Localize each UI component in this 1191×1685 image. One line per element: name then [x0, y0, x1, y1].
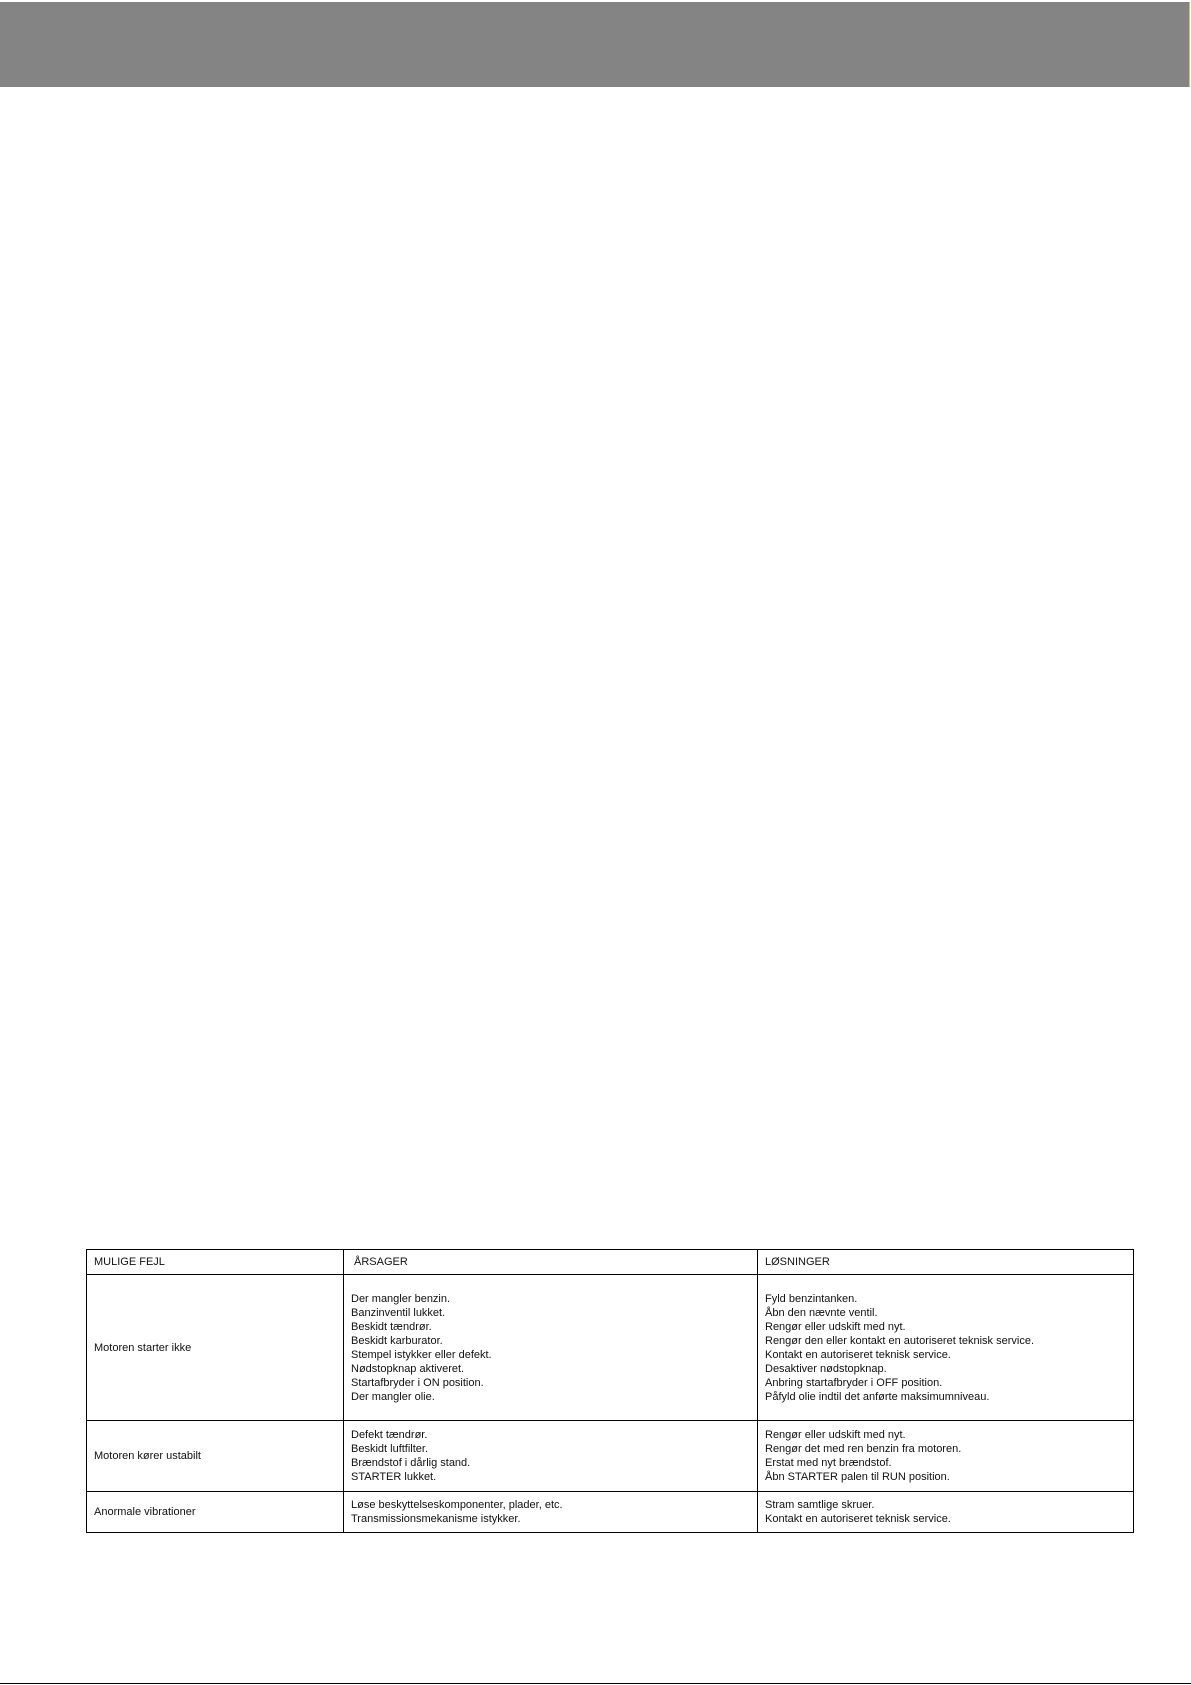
- solution-line: Kontakt en autoriseret teknisk service.: [765, 1513, 951, 1525]
- fault-cell: Motoren starter ikke: [87, 1275, 344, 1421]
- bottom-rule: [0, 1683, 1191, 1684]
- cause-line: Nødstopknap aktiveret.: [351, 1362, 465, 1375]
- header-possible-faults: MULIGE FEJL: [87, 1250, 344, 1275]
- cause-line: Beskidt luftfilter.: [351, 1443, 429, 1455]
- causes-cell: [344, 1492, 758, 1533]
- cause-line: Beskidt karburator.: [351, 1334, 443, 1347]
- solutions-cell: [758, 1421, 1134, 1492]
- solution-line: Åbn STARTER palen til RUN position.: [765, 1471, 950, 1483]
- header-causes: ÅRSAGER: [344, 1250, 758, 1275]
- cause-line: Banzinventil lukket.: [351, 1306, 446, 1319]
- solution-line: Åbn den nævnte ventil.: [765, 1306, 878, 1319]
- causes-cell: [344, 1421, 758, 1492]
- cause-line: Der mangler benzin.: [351, 1292, 451, 1305]
- cause-line: STARTER lukket.: [351, 1471, 437, 1483]
- solution-line: Fyld benzintanken.: [765, 1292, 858, 1305]
- causes-cell: [344, 1275, 758, 1421]
- table-row: [87, 1421, 1134, 1492]
- solution-line: Anbring startafbryder i OFF position.: [765, 1376, 943, 1389]
- solution-line: Stram samtlige skruer.: [765, 1499, 875, 1511]
- solution-line: Rengør det med ren benzin fra motoren.: [765, 1443, 962, 1455]
- fault-cell: Anormale vibrationer: [87, 1492, 344, 1533]
- solution-line: Rengør eller udskift med nyt.: [765, 1320, 906, 1333]
- solution-line: Kontakt en autoriseret teknisk service.: [765, 1348, 951, 1361]
- header-solutions: LØSNINGER: [758, 1250, 1134, 1275]
- table-row: [87, 1275, 1134, 1421]
- cause-line: Defekt tændrør.: [351, 1429, 428, 1441]
- solution-line: Rengør den eller kontakt en autoriseret teknisk service.: [765, 1334, 1035, 1347]
- header-band: [0, 2, 1190, 87]
- solution-line: Desaktiver nødstopknap.: [765, 1362, 887, 1375]
- cause-line: Brændstof i dårlig stand.: [351, 1457, 471, 1469]
- fault-cell: Motoren kører ustabilt: [87, 1421, 344, 1492]
- cause-line: Løse beskyttelseskomponenter, plader, etc.: [351, 1499, 563, 1511]
- troubleshooting-table: [86, 1249, 1134, 1533]
- solution-line: Erstat med nyt brændstof.: [765, 1457, 892, 1469]
- solution-line: Påfyld olie indtil det anførte maksimumniveau.: [765, 1390, 990, 1403]
- table-header-row: [87, 1250, 1134, 1275]
- cause-line: Der mangler olie.: [351, 1390, 435, 1403]
- solutions-cell: [758, 1275, 1134, 1421]
- cause-line: Beskidt tændrør.: [351, 1320, 432, 1333]
- cause-line: Stempel istykker eller defekt.: [351, 1348, 492, 1361]
- solution-line: Rengør eller udskift med nyt.: [765, 1429, 906, 1441]
- cause-line: Transmissionsmekanisme istykker.: [351, 1513, 521, 1525]
- cause-line: Startafbryder i ON position.: [351, 1376, 484, 1389]
- solutions-cell: [758, 1492, 1134, 1533]
- table-row: [87, 1492, 1134, 1533]
